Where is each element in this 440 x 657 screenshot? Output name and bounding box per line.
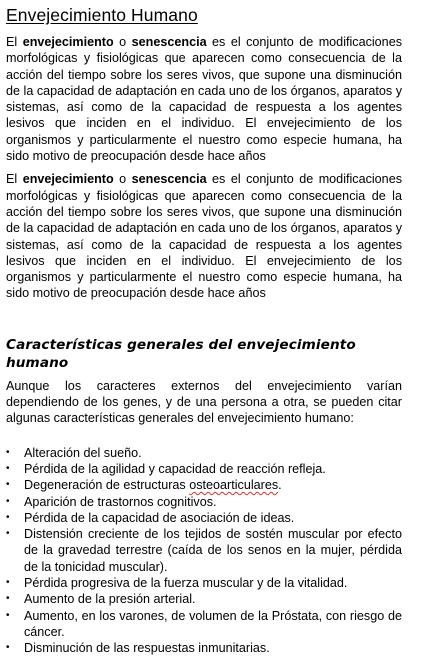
list-item [6, 510, 402, 526]
list-item-text-post: . [278, 478, 282, 493]
list-item [6, 494, 402, 510]
list-item-text: Disminución de las respuestas inmunitarias. [24, 641, 270, 656]
paragraph-2-text-c: es el conjunto de modificaciones morfológicas y fisiológicas que aparecen como consecuencia de la acción del tiempo sobre los seres vivos, que supone una disminución de la capacidad de adaptación en cada uno de los órganos, aparatos y sistemas, así como de la capacidad de respuesta a los agentes lesivos que inciden en el individuo. El envejecimiento de los organismos y particularmente el nuestro como especie humana, ha sido motivo de preocupación desde hace años [6, 172, 402, 301]
list-item-text: Pérdida progresiva de la fuerza muscular y de la vitalidad. [24, 576, 348, 591]
paragraph-1-term-senescencia: senescencia [131, 35, 207, 49]
list-item-text: Distensión creciente de los tejidos de sostén muscular por efecto de la gravedad terrestre (caída de los senos en la mujer, pérdida de la tonicidad muscular). [24, 527, 402, 574]
bullet-icon: • [6, 511, 10, 523]
bullet-icon: • [6, 609, 10, 621]
bullet-icon: • [6, 462, 10, 474]
list-item [6, 608, 402, 641]
list-item [6, 445, 402, 461]
section-heading: Características generales del envejecimiento humano [6, 336, 356, 371]
bullet-icon: • [6, 642, 10, 654]
paragraph-1-text-c: es el conjunto de modificaciones morfológicas y fisiológicas que aparecen como consecuencia de la acción del tiempo sobre los seres vivos, que supone una disminución de la capacidad de adaptación en cada uno de los órganos, aparatos y sistemas, así como de la capacidad de respuesta a los agentes lesivos que inciden en el individuo. El envejecimiento de los organismos y particularmente el nuestro como especie humana, ha sido motivo de preocupación desde hace años [6, 35, 402, 164]
list-item [6, 575, 402, 591]
bullet-icon: • [6, 593, 10, 605]
list-item-text: Aumento de la presión arterial. [24, 592, 196, 607]
list-item [6, 461, 402, 477]
paragraph-1-text-b: o [113, 35, 132, 49]
bullet-icon: • [6, 495, 10, 507]
list-item [6, 526, 402, 575]
list-item [6, 477, 402, 493]
paragraph-1 [6, 34, 402, 164]
list-item-text: Alteración del sueño. [24, 445, 142, 460]
paragraph-2-text-b: o [113, 172, 132, 187]
document-page [6, 4, 402, 657]
paragraph-2 [6, 171, 402, 301]
characteristics-list [6, 445, 402, 657]
paragraph-2-text-a: El [6, 172, 23, 187]
list-item-text-pre: Degeneración de estructuras [24, 478, 190, 493]
bullet-icon: • [6, 577, 10, 589]
list-item-text: Pérdida de la agilidad y capacidad de reacción refleja. [24, 461, 326, 476]
paragraph-2-term-senescencia: senescencia [131, 172, 207, 187]
section-intro: Aunque los caracteres externos del envejecimiento varían dependiendo de los genes, y de una persona a otra, se pueden citar algunas características generales del envejecimiento humano: [6, 378, 402, 426]
paragraph-2-term-envejecimiento: envejecimiento [22, 172, 114, 187]
list-item-text: Aumento, en los varones, de volumen de la Próstata, con riesgo de cáncer. [24, 608, 402, 639]
list-item-text: Pérdida de la capacidad de asociación de ideas. [24, 510, 295, 525]
bullet-icon: • [6, 446, 10, 458]
paragraph-1-term-envejecimiento: envejecimiento [22, 35, 114, 49]
bullet-icon: • [6, 479, 10, 491]
bullet-icon: • [6, 528, 10, 540]
list-item [6, 591, 402, 607]
paragraph-1-text-a: El [6, 35, 23, 49]
list-item-text: Aparición de trastornos cognitivos. [24, 494, 217, 509]
document-title: Envejecimiento Humano [6, 5, 198, 25]
list-item [6, 640, 402, 656]
spellcheck-flagged-word[interactable]: osteoarticulares [189, 478, 279, 493]
